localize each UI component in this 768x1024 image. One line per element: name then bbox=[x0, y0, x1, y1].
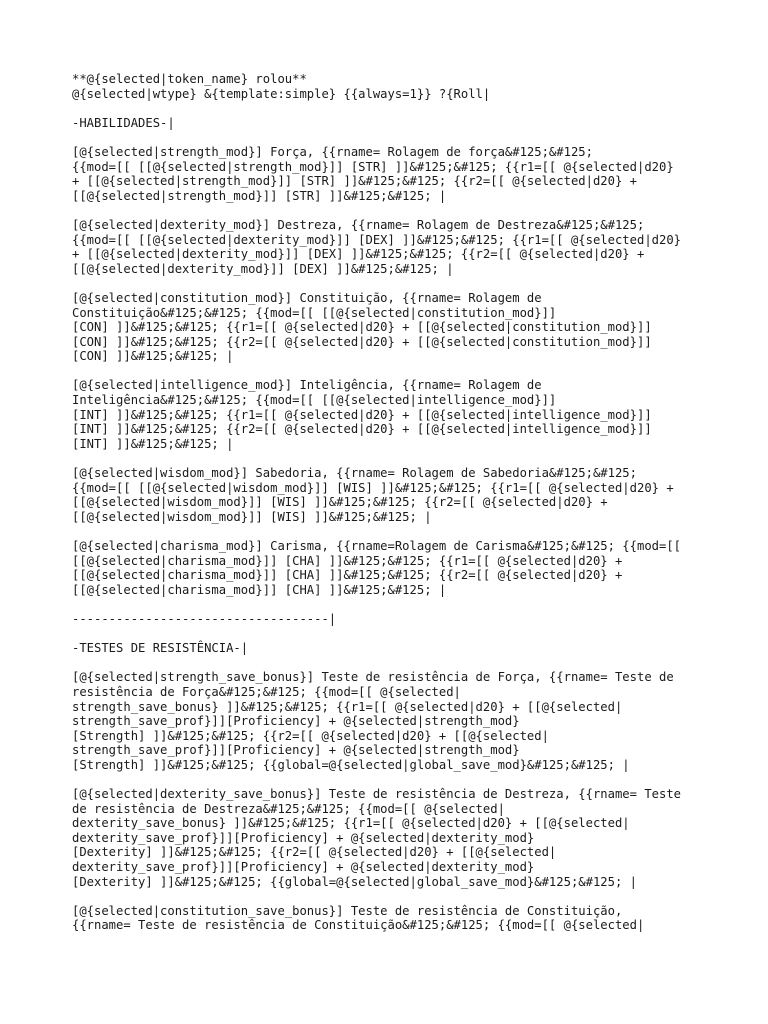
text-line: -HABILIDADES-| bbox=[72, 115, 175, 130]
paragraph-constitution-save bbox=[72, 904, 712, 933]
text-line: [[@{selected|dexterity_mod}]] [DEX] ]]&#125;&#125; | bbox=[72, 261, 454, 276]
text-line: de resistência de Destreza&#125;&#125; {{mod=[[ @{selected| bbox=[72, 801, 505, 816]
text-line: [@{selected|wisdom_mod}] Sabedoria, {{rname= Rolagem de Sabedoria&#125;&#125; bbox=[72, 466, 637, 481]
text-line: Inteligência&#125;&#125; {{mod=[[ [[@{selected|intelligence_mod}]] bbox=[72, 393, 557, 408]
text-line: [CON] ]]&#125;&#125; {{r1=[[ @{selected|d20} + [[@{selected|constitution_mod}]] bbox=[72, 320, 652, 335]
text-line: -TESTES DE RESISTÊNCIA-| bbox=[72, 641, 249, 656]
text-line: [@{selected|intelligence_mod}] Inteligência, {{rname= Rolagem de bbox=[72, 378, 542, 393]
text-line: @{selected|wtype} &{template:simple} {{always=1}} ?{Roll| bbox=[72, 86, 491, 101]
text-line: [CON] ]]&#125;&#125; | bbox=[72, 349, 234, 364]
paragraph-strength-save bbox=[72, 670, 712, 772]
text-line: [Strength] ]]&#125;&#125; {{global=@{selected|global_save_mod}&#125;&#125; | bbox=[72, 757, 630, 772]
paragraph-dexterity bbox=[72, 218, 712, 276]
text-line: [Strength] ]]&#125;&#125; {{r2=[[ @{selected|d20} + [[@{selected| bbox=[72, 728, 549, 743]
paragraph-strength bbox=[72, 145, 712, 203]
text-line: [@{selected|strength_mod}] Força, {{rname= Rolagem de força&#125;&#125; bbox=[72, 144, 593, 159]
paragraph-wisdom bbox=[72, 466, 712, 524]
text-line: [Dexterity] ]]&#125;&#125; {{r2=[[ @{selected|d20} + [[@{selected| bbox=[72, 845, 557, 860]
text-line: dexterity_save_prof}]][Proficiency] + @{selected|dexterity_mod} bbox=[72, 830, 535, 845]
text-line: {{mod=[[ [[@{selected|strength_mod}]] [STR] ]]&#125;&#125; {{r1=[[ @{selected|d20} bbox=[72, 159, 674, 174]
text-line: + [[@{selected|dexterity_mod}]] [DEX] ]]&#125;&#125; {{r2=[[ @{selected|d20} + bbox=[72, 247, 645, 262]
paragraph-header bbox=[72, 72, 712, 101]
text-line: resistência de Força&#125;&#125; {{mod=[[ @{selected| bbox=[72, 684, 461, 699]
text-line: [Dexterity] ]]&#125;&#125; {{global=@{selected|global_save_mod}&#125;&#125; | bbox=[72, 874, 637, 889]
text-line: + [[@{selected|strength_mod}]] [STR] ]]&#125;&#125; {{r2=[[ @{selected|d20} + bbox=[72, 174, 637, 189]
paragraph-dexterity-save bbox=[72, 787, 712, 889]
text-line: [INT] ]]&#125;&#125; {{r2=[[ @{selected|d20} + [[@{selected|intelligence_mod}]] bbox=[72, 422, 652, 437]
text-line: Constituição&#125;&#125; {{mod=[[ [[@{selected|constitution_mod}]] bbox=[72, 305, 557, 320]
text-line: [INT] ]]&#125;&#125; | bbox=[72, 436, 234, 451]
paragraph-intelligence bbox=[72, 378, 712, 451]
text-line: [INT] ]]&#125;&#125; {{r1=[[ @{selected|d20} + [[@{selected|intelligence_mod}]] bbox=[72, 407, 652, 422]
text-line: [[@{selected|charisma_mod}]] [CHA] ]]&#125;&#125; {{r2=[[ @{selected|d20} + bbox=[72, 568, 623, 583]
document-page bbox=[72, 72, 712, 948]
text-line: {{mod=[[ [[@{selected|dexterity_mod}]] [DEX] ]]&#125;&#125; {{r1=[[ @{selected|d20} bbox=[72, 232, 682, 247]
text-line: dexterity_save_bonus} ]]&#125;&#125; {{r1=[[ @{selected|d20} + [[@{selected| bbox=[72, 816, 630, 831]
text-line: strength_save_bonus} ]]&#125;&#125; {{r1=[[ @{selected|d20} + [[@{selected| bbox=[72, 699, 623, 714]
text-line: [@{selected|constitution_mod}] Constituição, {{rname= Rolagem de bbox=[72, 290, 542, 305]
text-line: [[@{selected|wisdom_mod}]] [WIS] ]]&#125;&#125; | bbox=[72, 509, 432, 524]
text-line: {{rname= Teste de resistência de Constituição&#125;&#125; {{mod=[[ @{selected| bbox=[72, 918, 645, 933]
text-line: -----------------------------------| bbox=[72, 611, 337, 626]
paragraph-constitution bbox=[72, 291, 712, 364]
text-line: [[@{selected|strength_mod}]] [STR] ]]&#125;&#125; | bbox=[72, 188, 447, 203]
text-line: [CON] ]]&#125;&#125; {{r2=[[ @{selected|d20} + [[@{selected|constitution_mod}]] bbox=[72, 334, 652, 349]
text-line: [@{selected|charisma_mod}] Carisma, {{rname=Rolagem de Carisma&#125;&#125; {{mod=[[ bbox=[72, 539, 682, 553]
text-line: [[@{selected|charisma_mod}]] [CHA] ]]&#125;&#125; | bbox=[72, 582, 447, 597]
text-line: [@{selected|constitution_save_bonus}] Teste de resistência de Constituição, bbox=[72, 903, 623, 918]
section-heading-testes bbox=[72, 641, 712, 656]
section-heading-habilidades bbox=[72, 116, 712, 131]
text-line: [@{selected|dexterity_save_bonus}] Teste de resistência de Destreza, {{rname= Teste bbox=[72, 787, 682, 802]
text-line: [@{selected|strength_save_bonus}] Teste de resistência de Força, {{rname= Teste de bbox=[72, 670, 674, 685]
text-line: {{mod=[[ [[@{selected|wisdom_mod}]] [WIS] ]]&#125;&#125; {{r1=[[ @{selected|d20} + bbox=[72, 480, 674, 495]
text-line: **@{selected|token_name} rolou** bbox=[72, 72, 307, 86]
text-line: [@{selected|dexterity_mod}] Destreza, {{rname= Rolagem de Destreza&#125;&#125; bbox=[72, 217, 645, 232]
text-line: strength_save_prof}]][Proficiency] + @{selected|strength_mod} bbox=[72, 714, 520, 729]
divider-line bbox=[72, 612, 712, 627]
text-line: dexterity_save_prof}]][Proficiency] + @{selected|dexterity_mod} bbox=[72, 860, 535, 875]
paragraph-charisma bbox=[72, 539, 712, 597]
text-line: [[@{selected|charisma_mod}]] [CHA] ]]&#125;&#125; {{r1=[[ @{selected|d20} + bbox=[72, 553, 623, 568]
text-line: [[@{selected|wisdom_mod}]] [WIS] ]]&#125;&#125; {{r2=[[ @{selected|d20} + bbox=[72, 495, 608, 510]
text-line: strength_save_prof}]][Proficiency] + @{selected|strength_mod} bbox=[72, 743, 520, 758]
